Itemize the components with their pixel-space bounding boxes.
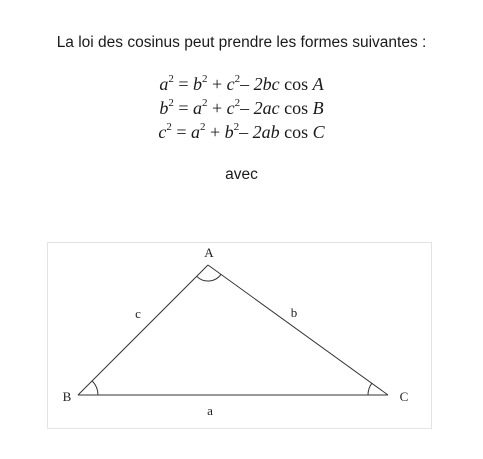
side-c-line (78, 265, 208, 395)
side-label-c: c (135, 306, 141, 321)
avec-text: avec (225, 166, 258, 183)
intro-text: La loi des cosinus peut prendre les formes suivantes : (56, 34, 427, 51)
triangle-diagram (48, 243, 433, 430)
vertex-label-c: C (399, 389, 409, 404)
side-label-b: b (290, 305, 298, 320)
formula-law-of-cosines-b: $b^2 = a^2 + c^2-$ 2ac cos B (159, 97, 324, 118)
vertex-label-b: B (62, 389, 72, 404)
angle-b-arc (92, 381, 98, 395)
formula-block (0, 72, 483, 144)
side-label-a: a (207, 403, 213, 418)
side-b-line (208, 265, 388, 395)
angle-a-arc (197, 274, 221, 281)
formula-law-of-cosines-c: $c^2 = a^2 + b^2-$ 2ab cos C (158, 121, 325, 142)
angle-c-arc (368, 383, 372, 395)
vertex-label-a: A (204, 245, 214, 260)
formula-law-of-cosines-a: $a^2 = b^2 + c^2-$ 2bc cos A (159, 73, 324, 94)
triangle-figure (47, 242, 432, 429)
